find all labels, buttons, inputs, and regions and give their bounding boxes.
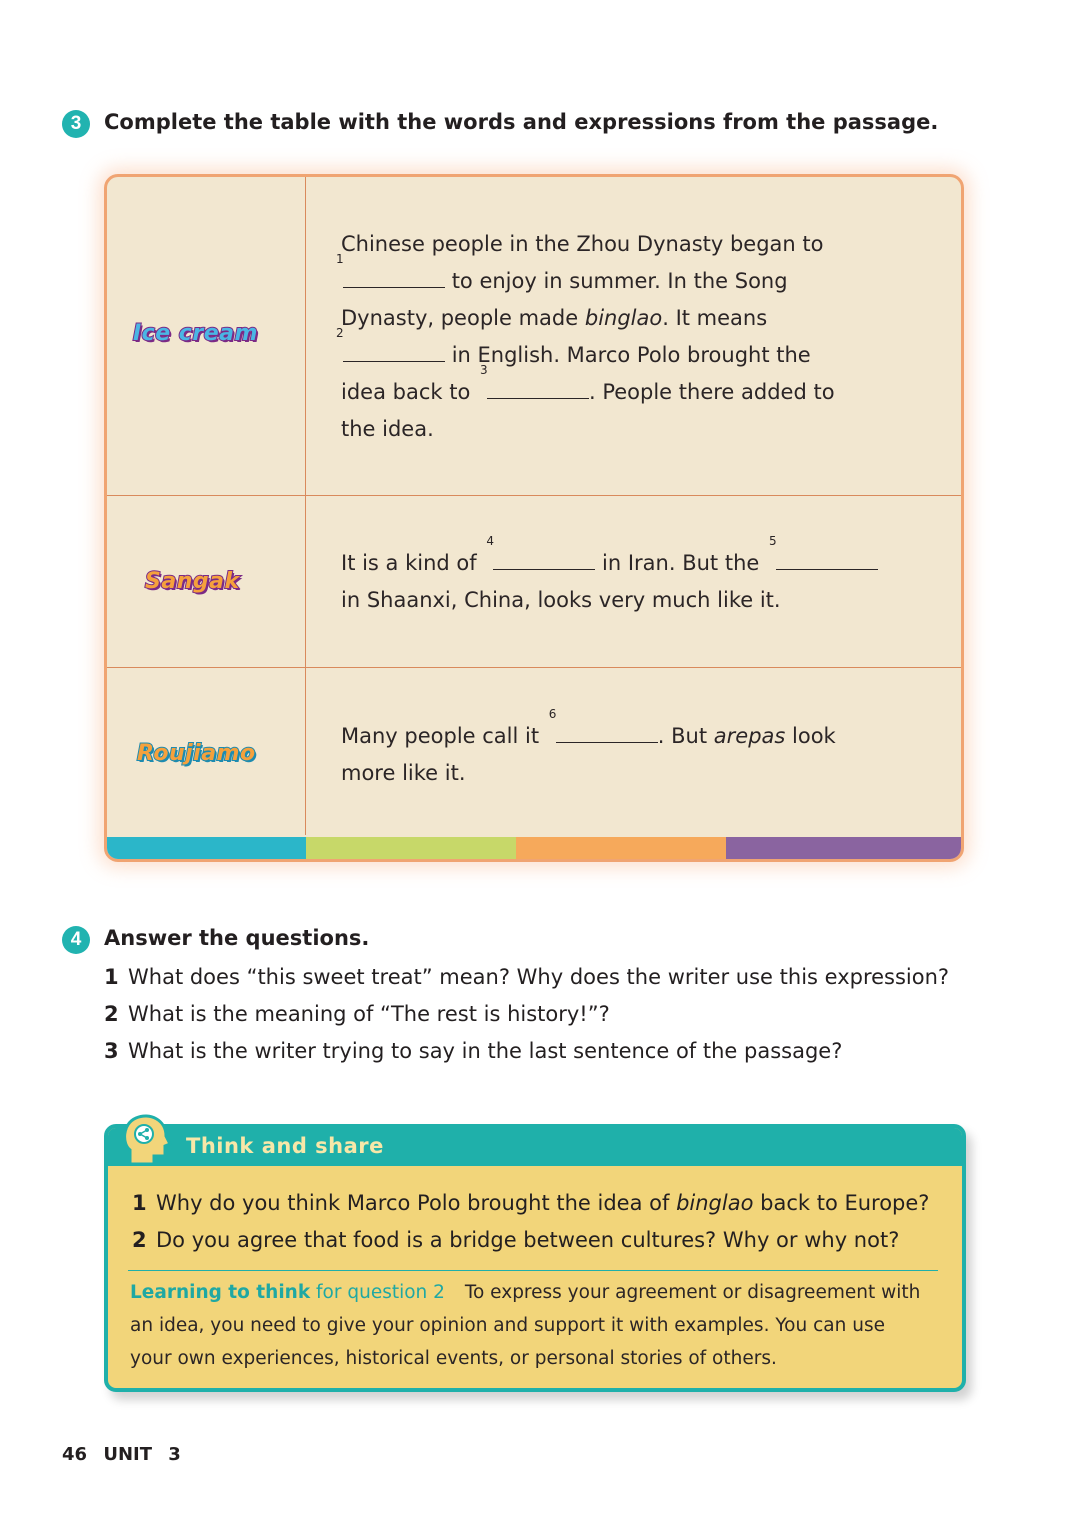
question-number: 2: [132, 1228, 147, 1252]
exercise-4-instruction: Answer the questions.: [104, 926, 370, 950]
exercise-3-instruction: Complete the table with the words and expressions from the passage.: [104, 110, 939, 134]
blank-number: 2: [336, 326, 344, 340]
blank-1[interactable]: [336, 252, 445, 288]
learning-to-think-question-ref: for question 2: [316, 1282, 445, 1303]
question-text: back to Europe?: [760, 1191, 930, 1215]
table-column-divider: [305, 177, 306, 835]
head-think-icon: [120, 1110, 176, 1170]
text-fragment: . But: [657, 724, 708, 748]
text-fragment: It is a kind of: [341, 551, 477, 575]
label-roujiamo: Roujiamo: [137, 741, 256, 766]
question-text: What is the meaning of “The rest is history!”?: [128, 1002, 610, 1026]
label-ice-cream: Ice cream: [133, 321, 258, 346]
text-fragment: in English. Marco Polo brought the: [451, 343, 811, 367]
blank-3[interactable]: [479, 363, 589, 399]
text-fragment: . People there added to: [588, 380, 835, 404]
think-question: [132, 1227, 899, 1253]
blank-number: 3: [479, 363, 488, 377]
text-fragment: Chinese people in the Zhou Dynasty began to: [341, 232, 824, 256]
think-and-share-title: Think and share: [186, 1134, 384, 1158]
question-number: 2: [104, 1002, 119, 1026]
blank-4[interactable]: [486, 534, 595, 570]
question-item: [104, 964, 949, 990]
think-question: [132, 1190, 929, 1216]
completion-table: [104, 174, 964, 862]
color-bar-segment: [107, 837, 306, 859]
text-fragment-italic: arepas: [713, 724, 786, 748]
table-row-ice-cream: [336, 226, 901, 448]
question-number: 1: [104, 965, 119, 989]
question-text: What does “this sweet treat” mean? Why does the writer use this expression?: [128, 965, 950, 989]
question-text: What is the writer trying to say in the last sentence of the passage?: [128, 1039, 843, 1063]
text-fragment: . It means: [662, 306, 768, 330]
text-fragment: Many people call it: [341, 724, 540, 748]
question-text: Why do you think Marco Polo brought the idea of: [156, 1191, 670, 1215]
page-number: 46: [62, 1444, 88, 1465]
exercise-3-number: 3: [62, 110, 90, 138]
blank-number: 4: [486, 534, 494, 548]
text-fragment: to enjoy in summer. In the Song: [451, 269, 788, 293]
exercise-4-number: 4: [62, 926, 90, 954]
blank-number: 1: [336, 252, 344, 266]
blank-5[interactable]: [768, 534, 878, 570]
page-footer: [62, 1444, 181, 1465]
question-item: [104, 1001, 610, 1027]
color-bar-segment: [516, 837, 726, 859]
blank-number: 6: [548, 707, 557, 721]
learning-to-think-label: Learning to think: [130, 1282, 311, 1303]
color-bar-segment: [306, 837, 516, 859]
question-number: 3: [104, 1039, 119, 1063]
blank-6[interactable]: [548, 707, 658, 743]
blank-2[interactable]: [336, 326, 445, 362]
table-row-sangak: [341, 534, 901, 619]
text-fragment-italic: binglao: [584, 306, 663, 330]
question-text-italic: binglao: [676, 1191, 754, 1215]
unit-label: UNIT 3: [103, 1444, 181, 1465]
divider: [128, 1270, 938, 1271]
table-row-divider: [107, 495, 961, 496]
text-fragment: the idea.: [341, 417, 434, 441]
text-fragment: Dynasty, people made: [341, 306, 579, 330]
question-number: 1: [132, 1191, 147, 1215]
text-fragment: more like it.: [341, 761, 466, 785]
learning-to-think-text: To express your agreement or disagreement with an idea, you need to give your opinion and support it with examples. You can use your own experiences, historical events, or personal stories of others.: [130, 1282, 921, 1369]
color-bar-segment: [726, 837, 964, 859]
text-fragment: in Iran. But the: [602, 551, 760, 575]
question-item: [104, 1038, 842, 1064]
question-text: Do you agree that food is a bridge between cultures? Why or why not?: [156, 1228, 900, 1252]
think-and-share-box: [104, 1124, 966, 1392]
blank-number: 5: [768, 534, 777, 548]
label-sangak: Sangak: [145, 569, 240, 594]
learning-to-think-note: [130, 1276, 930, 1375]
table-row-roujiamo: [341, 707, 901, 792]
text-fragment: idea back to: [341, 380, 471, 404]
text-fragment: in Shaanxi, China, looks very much like it.: [341, 588, 781, 612]
table-row-divider: [107, 667, 961, 668]
text-fragment: look: [792, 724, 836, 748]
